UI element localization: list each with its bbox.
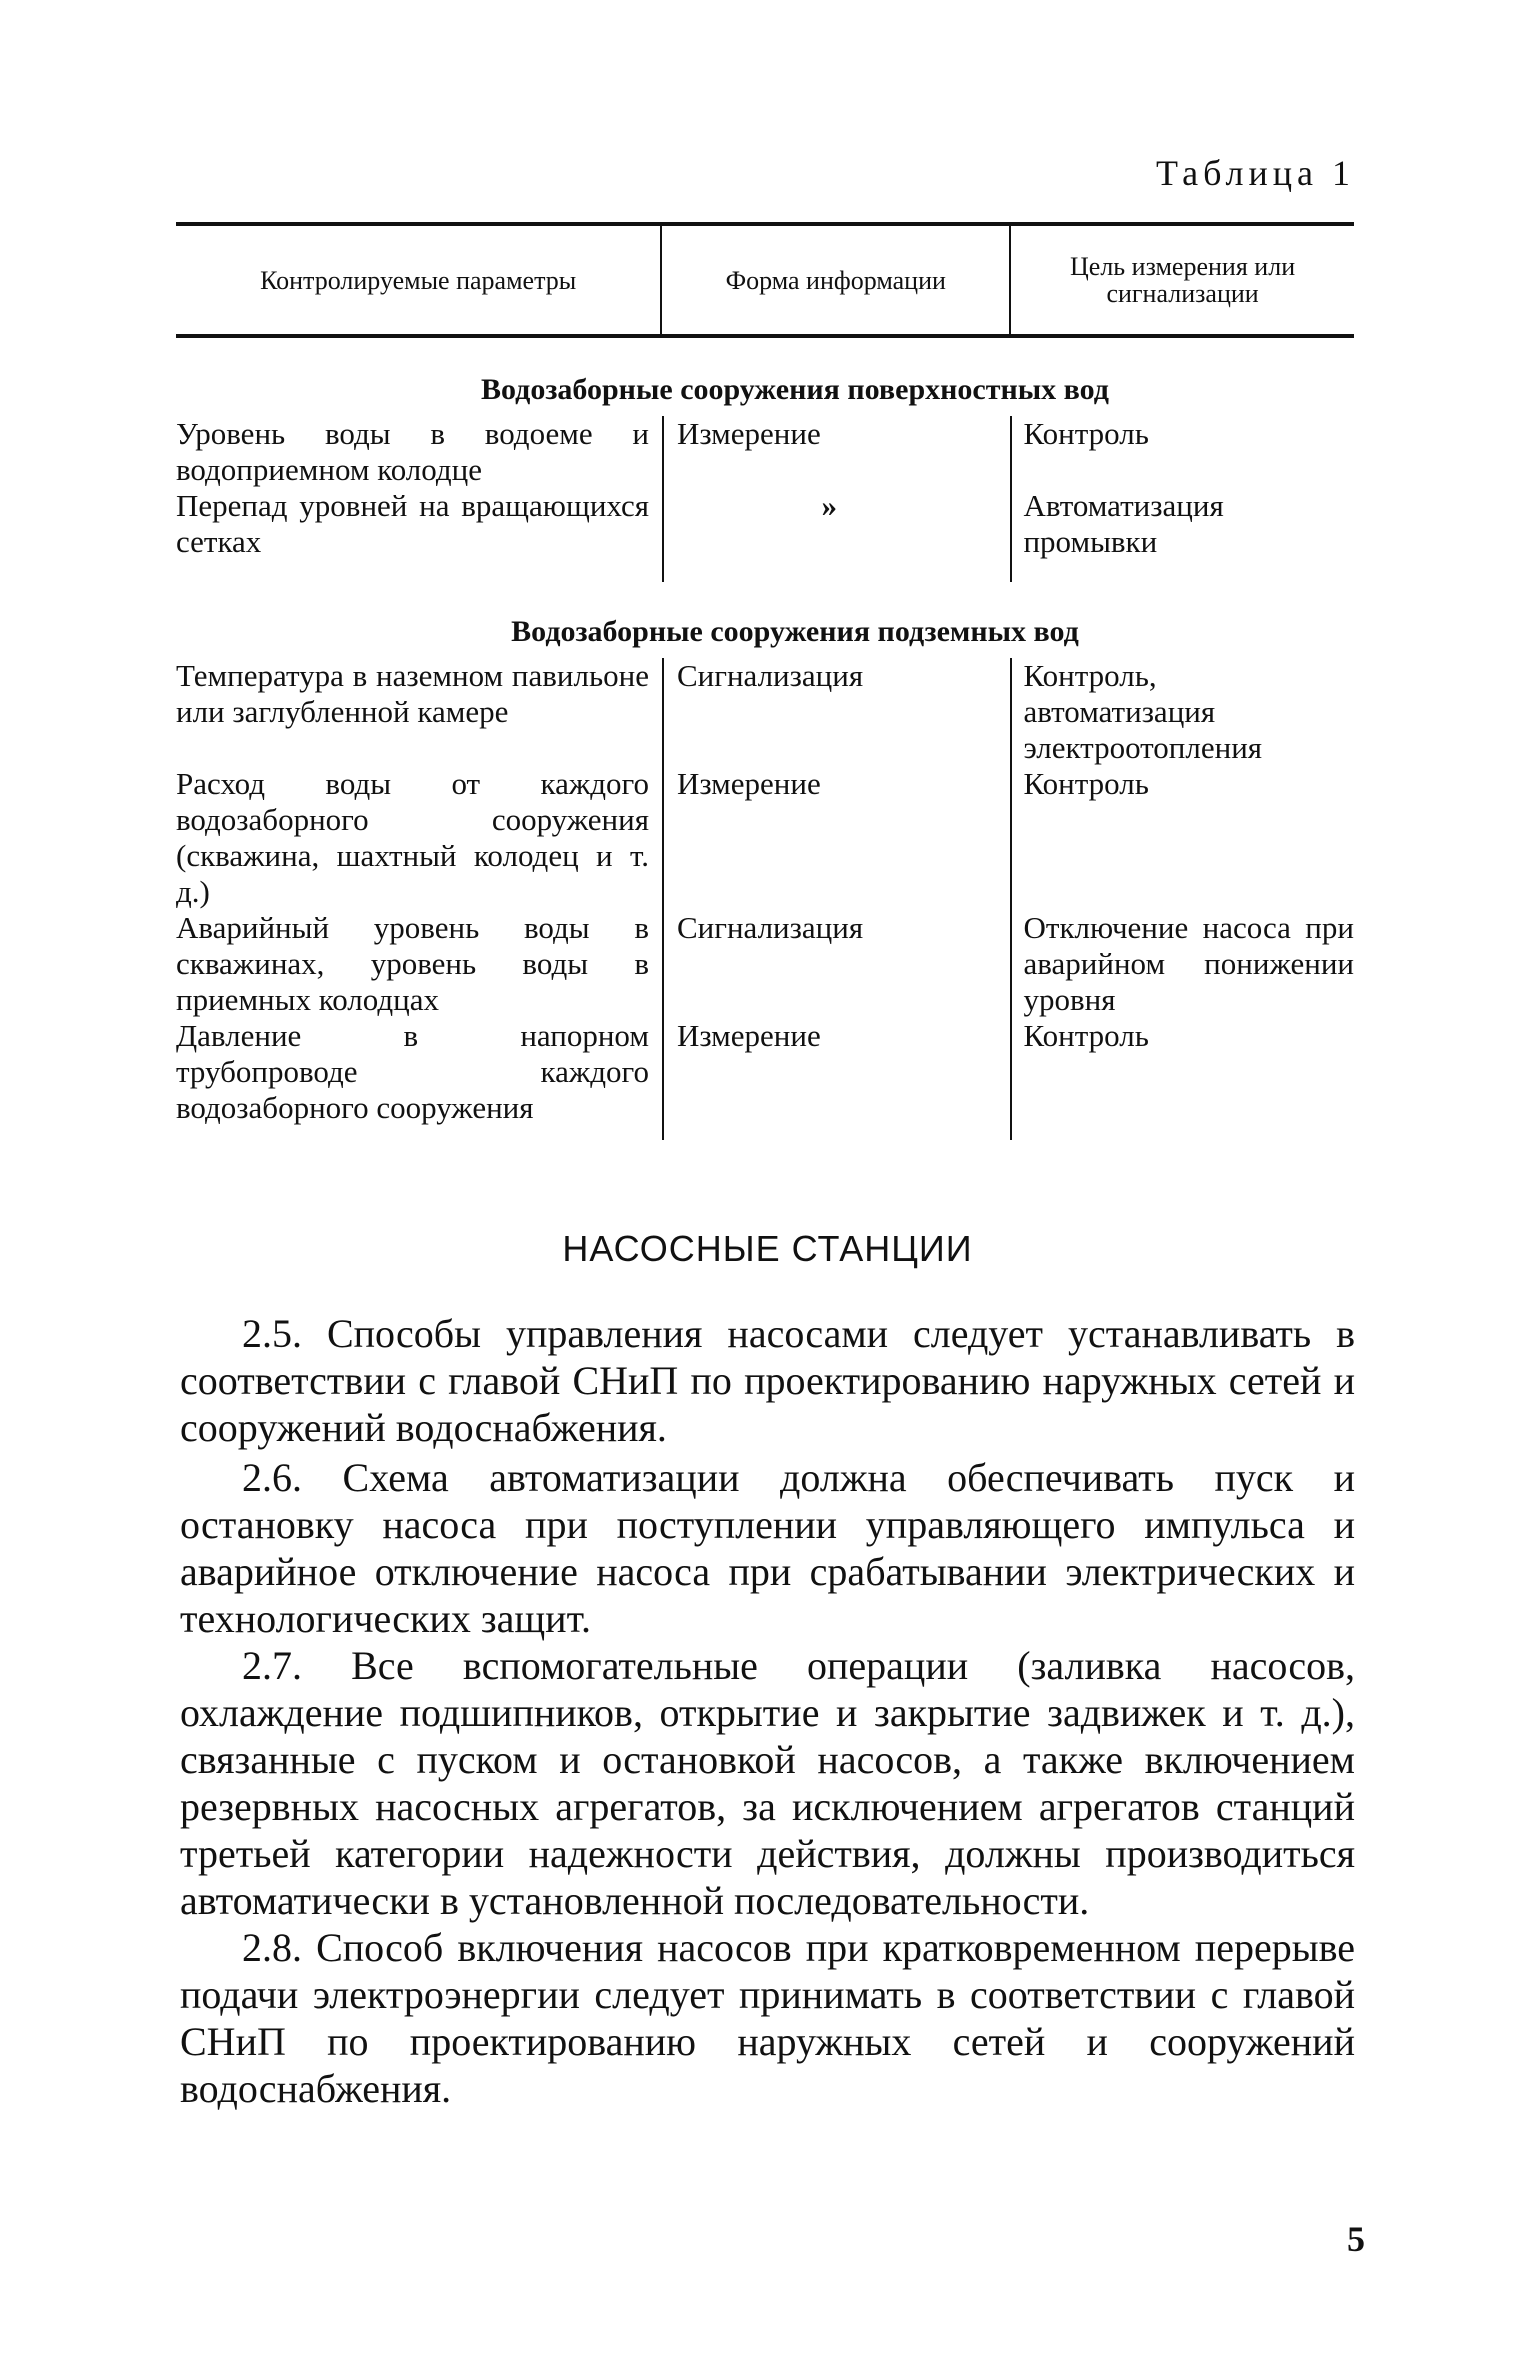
table-row — [176, 910, 1354, 1018]
table-header-row — [176, 226, 1354, 334]
column-divider — [1010, 658, 1012, 1140]
cell-parameter: Давление в напорном трубопроводе каждого водозаборного сооружения — [176, 1018, 649, 1125]
table-row — [176, 658, 1354, 766]
table-row — [176, 488, 1354, 582]
column-divider — [1010, 416, 1012, 582]
table-row — [176, 1018, 1354, 1140]
section-body-ground-water — [176, 658, 1354, 1140]
table-row — [176, 416, 1354, 488]
header-parameters: Контролируемые параметры — [260, 265, 577, 295]
cell-purpose: Отключение насоса при аварийном понижении уровня — [1023, 910, 1354, 1017]
cell-parameter: Перепад уровней на вращающихся сетках — [176, 488, 650, 559]
cell-info-form-ditto: » — [821, 488, 838, 523]
cell-purpose: Контроль, автоматизация электроотопления — [1023, 658, 1263, 765]
cell-purpose: Контроль — [1023, 416, 1149, 451]
cell-info-form: Сигнализация — [676, 910, 864, 945]
section-heading: НАСОСНЫЕ СТАНЦИИ — [562, 1228, 973, 1269]
paragraph-2-5: 2.5. Способы управления насосами следует устанавливать в соответствии с главой СНиП по проектированию наружных сетей и сооружений водоснабжения. — [180, 1311, 1355, 1450]
column-divider — [662, 658, 664, 1140]
cell-parameter: Температура в наземном павильоне или заглубленной камере — [176, 658, 649, 729]
cell-purpose: Автоматизация промывки — [1023, 488, 1224, 559]
paragraph-2-7: 2.7. Все вспомогательные операции (заливка насосов, охлаждение подшипников, открытие и закрытие задвижек и т. д.), связанные с пуском и остановкой насосов, а также включением резервных насосных агрегатов, за исключением агрегатов станций третьей категории надежности действия, должны производиться автоматически в установленной последовательности. — [180, 1643, 1355, 1923]
parameters-table — [176, 222, 1354, 1140]
section-title-surface-water: Водозаборные сооружения поверхностных вод — [481, 373, 1109, 406]
column-divider — [662, 416, 664, 582]
cell-info-form: Сигнализация — [676, 658, 864, 693]
page-number: 5 — [1347, 2219, 1365, 2259]
table-row — [176, 766, 1354, 910]
table-header-rule — [176, 334, 1354, 338]
cell-purpose: Контроль — [1023, 1018, 1149, 1053]
header-info-form: Форма информации — [660, 226, 1009, 334]
paragraph-2-6: 2.6. Схема автоматизации должна обеспечивать пуск и остановку насоса при поступлении управляющего импульса и аварийное отключение насоса при срабатывании электрических и технологических защит. — [180, 1455, 1355, 1641]
table-caption: Таблица 1 — [1156, 153, 1355, 193]
cell-info-form: Измерение — [676, 766, 821, 801]
cell-purpose: Контроль — [1023, 766, 1149, 801]
cell-info-form: Измерение — [676, 1018, 821, 1053]
section-title-ground-water: Водозаборные сооружения подземных вод — [511, 615, 1079, 648]
cell-parameter: Уровень воды в водоеме и водоприемном колодце — [176, 416, 649, 487]
cell-parameter: Расход воды от каждого водозаборного сооружения (скважина, шахтный колодец и т. д.) — [176, 766, 649, 909]
cell-info-form: Измерение — [676, 416, 821, 451]
header-purpose: Цель измерения или сигнализации — [1009, 226, 1354, 334]
section-body-surface-water — [176, 416, 1354, 582]
paragraph-2-8: 2.8. Способ включения насосов при кратковременном перерыве подачи электроэнергии следует принимать в соответствии с главой СНиП по проектированию наружных сетей и сооружений водоснабжения. — [180, 1925, 1355, 2111]
cell-parameter: Аварийный уровень воды в скважинах, уровень воды в приемных колодцах — [176, 910, 649, 1017]
